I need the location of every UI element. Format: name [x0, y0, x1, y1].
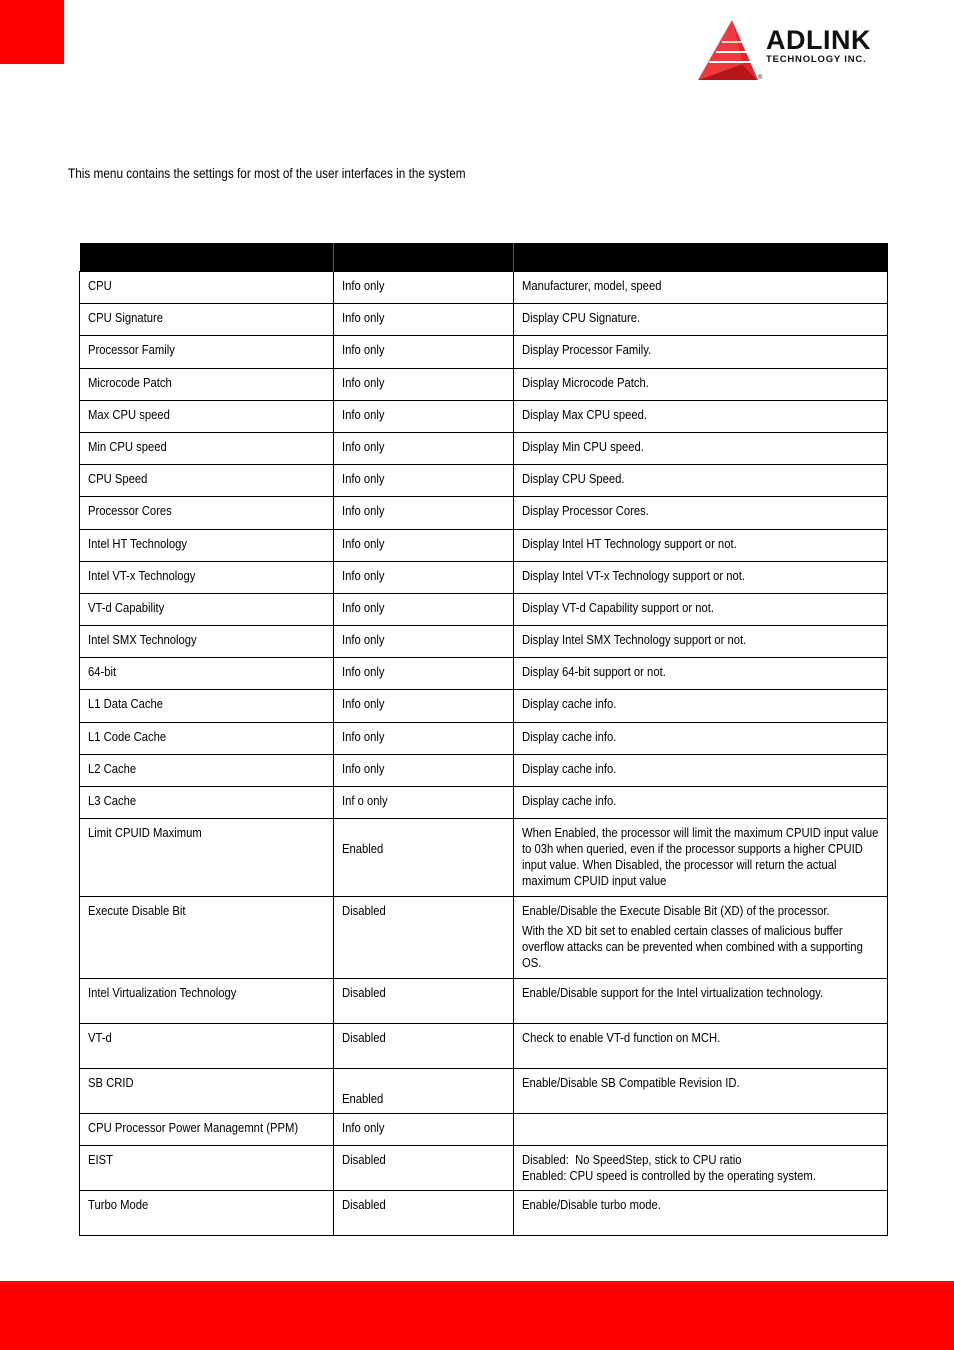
- description-cell: Display cache info.: [514, 690, 888, 722]
- description-cell: Enable/Disable support for the Intel virtualization technology.: [514, 979, 888, 1024]
- table-row: [80, 787, 888, 819]
- feature-cell: CPU Processor Power Managemnt (PPM): [80, 1114, 334, 1146]
- description-cell: Check to enable VT-d function on MCH.: [514, 1024, 888, 1069]
- description-cell: Display Min CPU speed.: [514, 432, 888, 464]
- feature-cell: L1 Data Cache: [80, 690, 334, 722]
- feature-cell: Microcode Patch: [80, 368, 334, 400]
- table-row: [80, 690, 888, 722]
- description-cell: Display cache info.: [514, 722, 888, 754]
- options-cell: Info only: [334, 272, 514, 304]
- table-row: [80, 819, 888, 897]
- options-cell: Info only: [334, 432, 514, 464]
- options-cell: Info only: [334, 626, 514, 658]
- feature-cell: Processor Cores: [80, 497, 334, 529]
- options-cell: Info only: [334, 561, 514, 593]
- table-row: [80, 1069, 888, 1114]
- logo-wordmark: ADLINK: [766, 25, 871, 55]
- settings-table: [79, 243, 888, 1236]
- table-row: [80, 561, 888, 593]
- description-cell: Display CPU Signature.: [514, 304, 888, 336]
- table-row: [80, 400, 888, 432]
- description-cell: Display Processor Family.: [514, 336, 888, 368]
- description-cell: Display Max CPU speed.: [514, 400, 888, 432]
- options-cell: Info only: [334, 465, 514, 497]
- header-cell-description: [514, 243, 888, 272]
- corner-red-tab: [0, 0, 64, 64]
- options-cell: Info only: [334, 593, 514, 625]
- table-row: [80, 1146, 888, 1191]
- options-cell: Disabled: [334, 1191, 514, 1236]
- table-row: [80, 336, 888, 368]
- description-cell: Disabled: No SpeedStep, stick to CPU ratio Enabled: CPU speed is controlled by the operating system.: [514, 1146, 888, 1191]
- options-cell: Disabled: [334, 1024, 514, 1069]
- feature-cell: Intel Virtualization Technology: [80, 979, 334, 1024]
- description-cell: Display VT-d Capability support or not.: [514, 593, 888, 625]
- feature-cell: Processor Family: [80, 336, 334, 368]
- feature-cell: L1 Code Cache: [80, 722, 334, 754]
- description-cell: Display 64-bit support or not.: [514, 658, 888, 690]
- description-cell: Display Microcode Patch.: [514, 368, 888, 400]
- logo-registered-mark: ®: [758, 75, 763, 81]
- description-cell: Display Intel SMX Technology support or not.: [514, 626, 888, 658]
- table-row: [80, 1024, 888, 1069]
- table-row: [80, 897, 888, 979]
- feature-cell: Limit CPUID Maximum: [80, 819, 334, 897]
- feature-cell: Min CPU speed: [80, 432, 334, 464]
- table-row: [80, 304, 888, 336]
- footer-red-bar: [0, 1281, 954, 1350]
- options-cell: Disabled: [334, 897, 514, 979]
- header-cell-feature: [80, 243, 334, 272]
- feature-cell: VT-d Capability: [80, 593, 334, 625]
- description-cell: Manufacturer, model, speed: [514, 272, 888, 304]
- options-cell: Info only: [334, 722, 514, 754]
- table-row: [80, 979, 888, 1024]
- feature-cell: L2 Cache: [80, 754, 334, 786]
- description-cell: Display CPU Speed.: [514, 465, 888, 497]
- table-row: [80, 593, 888, 625]
- table-row: [80, 497, 888, 529]
- options-cell: Info only: [334, 529, 514, 561]
- feature-cell: EIST: [80, 1146, 334, 1191]
- description-cell: [514, 1114, 888, 1146]
- feature-cell: SB CRID: [80, 1069, 334, 1114]
- table-row: [80, 465, 888, 497]
- feature-cell: Intel SMX Technology: [80, 626, 334, 658]
- description-cell: When Enabled, the processor will limit the maximum CPUID input value to 03h when queried, even if the processor supports a higher CPUID input value. When Disabled, the processor will return the actual maximum CPUID input value: [514, 819, 888, 897]
- description-cell: Enable/Disable the Execute Disable Bit (XD) of the processor. With the XD bit set to enabled certain classes of malicious buffer overflow attacks can be prevented when combined with a supporting OS.: [514, 897, 888, 979]
- description-cell: Display Processor Cores.: [514, 497, 888, 529]
- feature-cell: CPU Signature: [80, 304, 334, 336]
- feature-cell: 64-bit: [80, 658, 334, 690]
- feature-cell: Intel HT Technology: [80, 529, 334, 561]
- table-row: [80, 272, 888, 304]
- feature-cell: CPU: [80, 272, 334, 304]
- feature-cell: Max CPU speed: [80, 400, 334, 432]
- feature-cell: VT-d: [80, 1024, 334, 1069]
- options-cell: Info only: [334, 304, 514, 336]
- table-row: [80, 529, 888, 561]
- logo-tagline: TECHNOLOGY INC.: [766, 54, 867, 65]
- description-cell: Display Intel VT-x Technology support or not.: [514, 561, 888, 593]
- options-cell: Info only: [334, 368, 514, 400]
- options-cell: Disabled: [334, 979, 514, 1024]
- header-cell-options: [334, 243, 514, 272]
- feature-cell: Execute Disable Bit: [80, 897, 334, 979]
- description-cell: Display Intel HT Technology support or not.: [514, 529, 888, 561]
- description-cell: Display cache info.: [514, 787, 888, 819]
- options-cell: Info only: [334, 754, 514, 786]
- table-row: [80, 626, 888, 658]
- description-cell: Enable/Disable SB Compatible Revision ID.: [514, 1069, 888, 1114]
- table-row: [80, 1114, 888, 1146]
- table-row: [80, 1191, 888, 1236]
- description-cell: Enable/Disable turbo mode.: [514, 1191, 888, 1236]
- feature-cell: Turbo Mode: [80, 1191, 334, 1236]
- intro-text: This menu contains the settings for most of the user interfaces in the system: [68, 166, 466, 181]
- options-cell: Info only: [334, 1114, 514, 1146]
- table-row: [80, 658, 888, 690]
- table-row: [80, 368, 888, 400]
- description-cell: Display cache info.: [514, 754, 888, 786]
- options-cell: Inf o only: [334, 787, 514, 819]
- feature-cell: L3 Cache: [80, 787, 334, 819]
- adlink-logo: [696, 18, 908, 84]
- logo-triangle-icon: [696, 18, 763, 84]
- options-cell: Info only: [334, 497, 514, 529]
- options-cell: Info only: [334, 400, 514, 432]
- feature-cell: CPU Speed: [80, 465, 334, 497]
- options-cell: Info only: [334, 690, 514, 722]
- options-cell: Enabled: [334, 819, 514, 897]
- options-cell: Info only: [334, 336, 514, 368]
- table-row: [80, 722, 888, 754]
- table-row: [80, 432, 888, 464]
- options-cell: Info only: [334, 658, 514, 690]
- options-cell: Enabled: [334, 1069, 514, 1114]
- options-cell: Disabled: [334, 1146, 514, 1191]
- table-header-row: [80, 243, 888, 272]
- table-row: [80, 754, 888, 786]
- feature-cell: Intel VT-x Technology: [80, 561, 334, 593]
